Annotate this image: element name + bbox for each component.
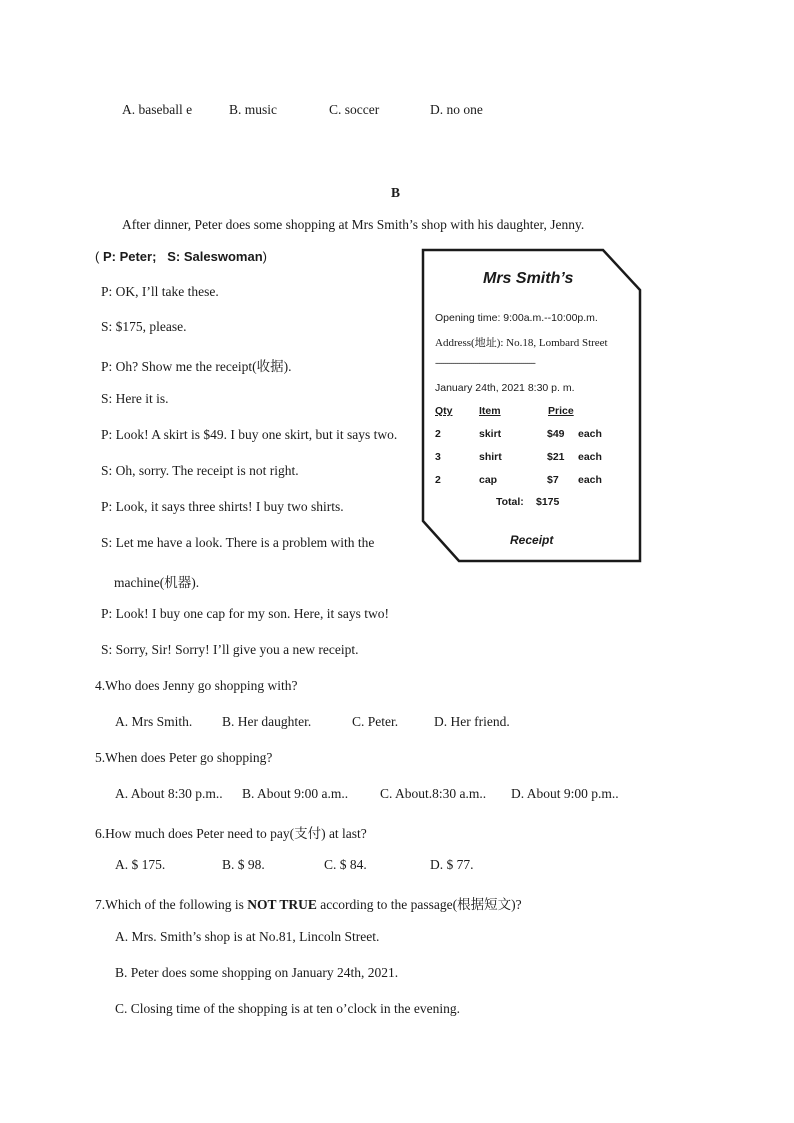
legend-saleswoman: S: Saleswoman — [167, 249, 263, 264]
question-stem: 6.How much does Peter need to pay(支付) at last? — [95, 826, 367, 841]
q7-stem-bold: NOT TRUE — [247, 897, 317, 912]
dialogue-line: S: $175, please. — [101, 319, 187, 334]
question-stem: 5.When does Peter go shopping? — [95, 750, 273, 765]
q7-option-c: C. Closing time of the shopping is at ten o’clock in the evening. — [115, 1001, 460, 1016]
receipt-item: skirt — [479, 428, 502, 440]
receipt-price: $21 — [547, 451, 565, 463]
question-stem: 4.Who does Jenny go shopping with? — [95, 678, 298, 693]
intro-text: After dinner, Peter does some shopping at Mrs Smith’s shop with his daughter, Jenny. — [122, 217, 585, 232]
receipt-header-item: Item — [479, 405, 501, 417]
receipt-header-price: Price — [548, 405, 574, 417]
dialogue-line: S: Sorry, Sir! Sorry! I’ll give you a new receipt. — [101, 642, 359, 657]
receipt-qty: 2 — [435, 474, 441, 486]
section-title: B — [391, 185, 401, 200]
dialogue-line: S: Let me have a look. There is a problem with the — [101, 535, 375, 550]
speaker-legend — [95, 249, 267, 264]
q4-option-b: B. Her daughter. — [222, 714, 312, 729]
receipt-item: cap — [479, 474, 498, 486]
dialogue-line: S: Oh, sorry. The receipt is not right. — [101, 463, 299, 478]
dialogue-line: P: OK, I’ll take these. — [101, 284, 219, 299]
q6-option-c: C. $ 84. — [324, 857, 367, 872]
receipt-box — [421, 248, 643, 564]
q5-option-a: A. About 8:30 p.m.. — [115, 786, 223, 801]
receipt-border — [421, 248, 643, 564]
receipt-item: shirt — [479, 451, 502, 463]
receipt-total-label: Total: — [496, 496, 524, 508]
receipt-price: $49 — [547, 428, 565, 440]
legend-close: ) — [262, 249, 267, 264]
q7-option-a: A. Mrs. Smith’s shop is at No.81, Lincoln Street. — [115, 929, 380, 944]
receipt-each: each — [578, 451, 602, 463]
receipt-each: each — [578, 428, 602, 440]
receipt-qty: 2 — [435, 428, 441, 440]
q6-option-b: B. $ 98. — [222, 857, 265, 872]
q5-option-c: C. About.8:30 a.m.. — [380, 786, 487, 801]
question-stem — [95, 893, 522, 913]
receipt-datetime: January 24th, 2021 8:30 p. m. — [435, 382, 575, 394]
q4-option-a: A. Mrs Smith. — [115, 714, 193, 729]
q6-option-d: D. $ 77. — [430, 857, 474, 872]
receipt-shop-name: Mrs Smith’s — [483, 270, 574, 287]
receipt-label: Receipt — [510, 533, 554, 547]
q4-option-d: D. Her friend. — [434, 714, 510, 729]
receipt-divider: -------------------------------------------------- — [435, 358, 535, 368]
receipt-each: each — [578, 474, 602, 486]
q6-option-a: A. $ 175. — [115, 857, 166, 872]
q5-option-b: B. About 9:00 a.m.. — [242, 786, 349, 801]
dialogue-line: P: Look! I buy one cap for my son. Here, it says two! — [101, 606, 389, 621]
dialogue-line: P: Look, it says three shirts! I buy two shirts. — [101, 499, 344, 514]
dialogue-line: P: Oh? Show me the receipt(收据). — [101, 359, 292, 374]
legend-open: ( — [95, 249, 103, 264]
receipt-opening-time: Opening time: 9:00a.m.--10:00p.m. — [435, 312, 598, 324]
receipt-qty: 3 — [435, 451, 441, 463]
q7-option-b: B. Peter does some shopping on January 24th, 2021. — [115, 965, 399, 980]
receipt-header-qty: Qty — [435, 405, 453, 417]
dialogue-line: P: Look! A skirt is $49. I buy one skirt, but it says two. — [101, 427, 398, 442]
q3-option-a: A. baseball e — [122, 102, 193, 117]
q5-option-d: D. About 9:00 p.m.. — [511, 786, 619, 801]
q7-stem-post: according to the passage(根据短文)? — [316, 897, 522, 912]
dialogue-line: S: Here it is. — [101, 391, 169, 406]
q3-option-d: D. no one — [430, 102, 483, 117]
receipt-address: Address(地址): No.18, Lombard Street — [435, 337, 608, 349]
legend-peter: P: Peter; — [102, 249, 157, 264]
q7-stem-pre: 7.Which of the following is — [95, 897, 248, 912]
receipt-total-value: $175 — [536, 496, 560, 508]
q3-option-c: C. soccer — [329, 102, 380, 117]
q3-option-b: B. music — [229, 102, 278, 117]
q4-option-c: C. Peter. — [352, 714, 399, 729]
receipt-price: $7 — [547, 474, 559, 486]
dialogue-line: machine(机器). — [114, 575, 200, 590]
